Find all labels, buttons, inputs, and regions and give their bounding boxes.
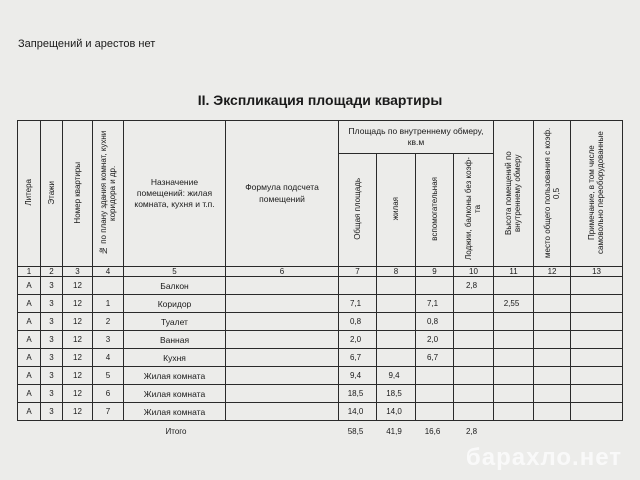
- watermark: барахло.нет: [465, 444, 622, 471]
- col-number-7: 7: [339, 267, 377, 277]
- cell-lit: А: [18, 349, 41, 367]
- header-total-area: Общая площадь: [339, 154, 377, 267]
- cell-total: 14,0: [339, 403, 377, 421]
- cell-lit: А: [18, 295, 41, 313]
- cell-height: [494, 349, 534, 367]
- totals-row: [18, 421, 623, 442]
- table-row: [18, 385, 623, 403]
- col-number-1: 1: [18, 267, 41, 277]
- cell-aux: [416, 367, 454, 385]
- cell-total: 2,0: [339, 331, 377, 349]
- cell-loggia: [454, 331, 494, 349]
- cell-empty: [534, 277, 571, 295]
- header-purpose: Назначение помещений: жилая комната, кухня и т.п.: [124, 121, 226, 267]
- cell-empty: [571, 349, 623, 367]
- cell-empty: [534, 403, 571, 421]
- cell-aux: 7,1: [416, 295, 454, 313]
- no-restrictions-note: Запрещений и арестов нет: [18, 38, 156, 50]
- header-apartment-number: Номер квартиры: [63, 121, 93, 267]
- cell-name: Жилая комната: [124, 385, 226, 403]
- cell-name: Кухня: [124, 349, 226, 367]
- cell-height: [494, 403, 534, 421]
- cell-name: Коридор: [124, 295, 226, 313]
- cell-aux: [416, 385, 454, 403]
- header-room-number: № по плану здания комнат, кухни коридора и др.: [93, 121, 124, 267]
- header-loggia-area: Лоджии, балконы без коэф-та: [454, 154, 494, 267]
- cell-empty: [571, 295, 623, 313]
- table-row: [18, 295, 623, 313]
- cell-living: 9,4: [377, 367, 416, 385]
- cell-living: [377, 349, 416, 367]
- totals-aux: 16,6: [424, 426, 441, 436]
- cell-aux: [416, 277, 454, 295]
- cell-apt: 12: [63, 385, 93, 403]
- cell-empty: [226, 403, 339, 421]
- cell-lit: А: [18, 403, 41, 421]
- cell-apt: 12: [63, 349, 93, 367]
- totals-total: 58,5: [347, 426, 364, 436]
- cell-fl: 3: [41, 313, 63, 331]
- col-number-3: 3: [63, 267, 93, 277]
- cell-empty: [534, 367, 571, 385]
- cell-fl: 3: [41, 367, 63, 385]
- cell-apt: 12: [63, 277, 93, 295]
- cell-lit: А: [18, 367, 41, 385]
- table-row: [18, 277, 623, 295]
- cell-living: [377, 295, 416, 313]
- cell-total: 7,1: [339, 295, 377, 313]
- cell-empty: [226, 295, 339, 313]
- cell-height: [494, 277, 534, 295]
- cell-no: 1: [93, 295, 124, 313]
- cell-empty: [534, 331, 571, 349]
- page-title: II. Экспликация площади квартиры: [197, 92, 443, 108]
- totals-label: Итого: [165, 426, 187, 436]
- header-litera: Литера: [18, 121, 41, 267]
- cell-apt: 12: [63, 331, 93, 349]
- cell-loggia: [454, 385, 494, 403]
- cell-name: Жилая комната: [124, 403, 226, 421]
- header-floors: Этажи: [41, 121, 63, 267]
- cell-empty: [226, 367, 339, 385]
- cell-empty: [571, 403, 623, 421]
- explication-table: [17, 120, 623, 441]
- cell-total: 18,5: [339, 385, 377, 403]
- table-row: [18, 331, 623, 349]
- header-formula: Формула подсчета помещений: [226, 121, 339, 267]
- cell-height: [494, 331, 534, 349]
- cell-apt: 12: [63, 403, 93, 421]
- cell-empty: [534, 313, 571, 331]
- cell-lit: А: [18, 385, 41, 403]
- cell-empty: [571, 367, 623, 385]
- cell-empty: [534, 295, 571, 313]
- cell-total: 6,7: [339, 349, 377, 367]
- col-number-10: 10: [454, 267, 494, 277]
- header-common-area: место общего пользования с коэф. 0,5: [534, 121, 571, 267]
- cell-loggia: [454, 313, 494, 331]
- totals-living: 41,9: [386, 426, 402, 436]
- cell-fl: 3: [41, 349, 63, 367]
- cell-empty: [226, 277, 339, 295]
- cell-apt: 12: [63, 313, 93, 331]
- cell-height: [494, 313, 534, 331]
- cell-empty: [226, 349, 339, 367]
- cell-no: 6: [93, 385, 124, 403]
- cell-name: Жилая комната: [124, 367, 226, 385]
- cell-loggia: [454, 295, 494, 313]
- cell-no: 3: [93, 331, 124, 349]
- header-aux-area: вспомогательная: [416, 154, 454, 267]
- cell-fl: 3: [41, 331, 63, 349]
- cell-loggia: [454, 403, 494, 421]
- cell-empty: [534, 349, 571, 367]
- cell-empty: [226, 313, 339, 331]
- cell-empty: [571, 385, 623, 403]
- cell-lit: А: [18, 313, 41, 331]
- cell-empty: [571, 277, 623, 295]
- col-number-13: 13: [571, 267, 623, 277]
- cell-fl: 3: [41, 403, 63, 421]
- cell-living: 14,0: [377, 403, 416, 421]
- cell-empty: [571, 313, 623, 331]
- header-area-group: Площадь по внутреннему обмеру, кв.м: [339, 121, 494, 154]
- col-number-5: 5: [124, 267, 226, 277]
- cell-fl: 3: [41, 385, 63, 403]
- col-number-4: 4: [93, 267, 124, 277]
- cell-loggia: 2,8: [454, 277, 494, 295]
- table-row: [18, 349, 623, 367]
- cell-living: 18,5: [377, 385, 416, 403]
- cell-apt: 12: [63, 295, 93, 313]
- cell-empty: [226, 385, 339, 403]
- cell-height: [494, 367, 534, 385]
- cell-total: [339, 277, 377, 295]
- header-height: Высота помещений по внутреннему обмеру: [494, 121, 534, 267]
- cell-living: [377, 313, 416, 331]
- cell-fl: 3: [41, 277, 63, 295]
- table-row: [18, 313, 623, 331]
- cell-empty: [226, 331, 339, 349]
- cell-empty: [534, 385, 571, 403]
- cell-loggia: [454, 367, 494, 385]
- col-number-2: 2: [41, 267, 63, 277]
- cell-fl: 3: [41, 295, 63, 313]
- col-number-8: 8: [377, 267, 416, 277]
- cell-living: [377, 331, 416, 349]
- cell-no: 5: [93, 367, 124, 385]
- cell-lit: А: [18, 331, 41, 349]
- cell-aux: 2,0: [416, 331, 454, 349]
- cell-no: 4: [93, 349, 124, 367]
- cell-empty: [571, 331, 623, 349]
- cell-total: 0,8: [339, 313, 377, 331]
- header-living-area: жилая: [377, 154, 416, 267]
- cell-no: 7: [93, 403, 124, 421]
- cell-apt: 12: [63, 367, 93, 385]
- cell-aux: 0,8: [416, 313, 454, 331]
- cell-aux: 6,7: [416, 349, 454, 367]
- cell-name: Ванная: [124, 331, 226, 349]
- col-number-12: 12: [534, 267, 571, 277]
- cell-total: 9,4: [339, 367, 377, 385]
- cell-name: Балкон: [124, 277, 226, 295]
- col-number-6: 6: [226, 267, 339, 277]
- col-number-11: 11: [494, 267, 534, 277]
- cell-aux: [416, 403, 454, 421]
- cell-name: Туалет: [124, 313, 226, 331]
- col-number-9: 9: [416, 267, 454, 277]
- cell-living: [377, 277, 416, 295]
- cell-height: [494, 385, 534, 403]
- table-row: [18, 367, 623, 385]
- totals-loggia: 2,8: [465, 426, 478, 436]
- cell-no: 2: [93, 313, 124, 331]
- cell-loggia: [454, 349, 494, 367]
- cell-no: [93, 277, 124, 295]
- table-row: [18, 403, 623, 421]
- cell-lit: А: [18, 277, 41, 295]
- cell-height: 2,55: [494, 295, 534, 313]
- header-remark: Примечание, в том числе самовольно переоборудованные: [571, 121, 623, 267]
